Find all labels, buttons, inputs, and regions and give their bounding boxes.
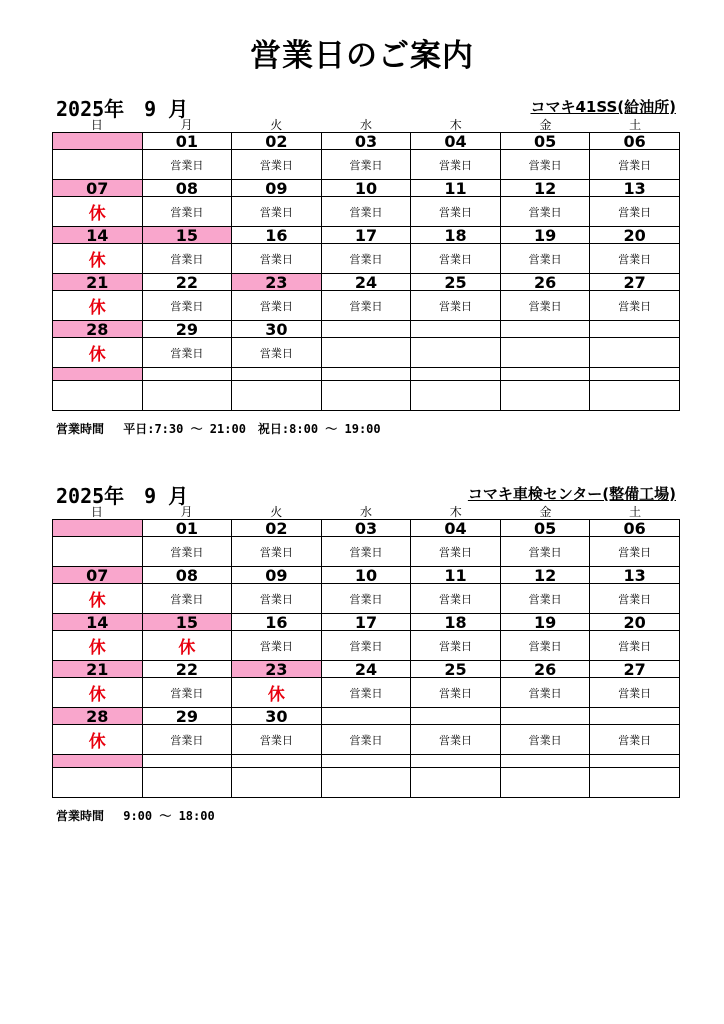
day-status: 営業日 bbox=[590, 631, 680, 661]
day-status: 営業日 bbox=[411, 244, 501, 274]
day-number: 09 bbox=[232, 180, 322, 197]
day-number: 06 bbox=[590, 133, 680, 150]
day-number: 29 bbox=[142, 321, 232, 338]
day-number: 25 bbox=[411, 274, 501, 291]
week-day-row bbox=[53, 567, 680, 584]
day-number bbox=[53, 755, 143, 768]
day-number: 17 bbox=[321, 614, 411, 631]
day-number: 19 bbox=[500, 227, 590, 244]
day-status: 営業日 bbox=[142, 291, 232, 321]
day-status bbox=[321, 768, 411, 798]
week-status-row bbox=[53, 338, 680, 368]
day-status bbox=[232, 381, 322, 411]
week-status-row bbox=[53, 678, 680, 708]
day-number: 03 bbox=[321, 520, 411, 537]
week-day-row bbox=[53, 661, 680, 678]
day-number: 22 bbox=[142, 661, 232, 678]
day-number: 21 bbox=[53, 274, 143, 291]
day-number: 10 bbox=[321, 180, 411, 197]
day-status bbox=[142, 768, 232, 798]
week-day-row bbox=[53, 133, 680, 150]
day-status: 営業日 bbox=[590, 150, 680, 180]
day-status: 営業日 bbox=[411, 725, 501, 755]
day-number: 26 bbox=[500, 661, 590, 678]
day-status: 営業日 bbox=[142, 537, 232, 567]
day-number: 02 bbox=[232, 520, 322, 537]
day-status: 営業日 bbox=[500, 150, 590, 180]
weekday-label: 金 bbox=[539, 118, 552, 132]
day-status bbox=[500, 381, 590, 411]
day-number: 10 bbox=[321, 567, 411, 584]
day-number bbox=[321, 708, 411, 725]
day-number: 20 bbox=[590, 614, 680, 631]
year-month: 2025年 9 月 bbox=[56, 97, 189, 121]
day-number: 24 bbox=[321, 274, 411, 291]
day-status: 営業日 bbox=[232, 150, 322, 180]
week-status-row bbox=[53, 584, 680, 614]
day-number: 19 bbox=[500, 614, 590, 631]
week-day-row bbox=[53, 180, 680, 197]
day-number bbox=[321, 755, 411, 768]
day-number bbox=[590, 321, 680, 338]
day-status: 営業日 bbox=[321, 631, 411, 661]
weekday-label: 木 bbox=[449, 505, 462, 519]
closed-status: 休 bbox=[53, 678, 143, 708]
day-number: 11 bbox=[411, 180, 501, 197]
day-status: 営業日 bbox=[232, 338, 322, 368]
day-number bbox=[500, 321, 590, 338]
day-number: 23 bbox=[232, 661, 322, 678]
day-status: 営業日 bbox=[232, 584, 322, 614]
day-status: 営業日 bbox=[411, 291, 501, 321]
business-hours: 営業時間 9:00 ～ 18:00 bbox=[56, 809, 215, 823]
week-day-row bbox=[53, 755, 680, 768]
week-day-row bbox=[53, 227, 680, 244]
day-number: 14 bbox=[53, 227, 143, 244]
day-number bbox=[321, 321, 411, 338]
day-status: 営業日 bbox=[142, 678, 232, 708]
day-number: 27 bbox=[590, 274, 680, 291]
day-status bbox=[500, 338, 590, 368]
week-day-row bbox=[53, 708, 680, 725]
day-status: 営業日 bbox=[321, 725, 411, 755]
closed-status: 休 bbox=[53, 338, 143, 368]
weekday-label: 火 bbox=[270, 118, 283, 132]
day-number: 30 bbox=[232, 321, 322, 338]
day-number: 02 bbox=[232, 133, 322, 150]
calendar-grid bbox=[52, 132, 680, 411]
day-number: 07 bbox=[53, 180, 143, 197]
week-status-row bbox=[53, 537, 680, 567]
week-status-row bbox=[53, 197, 680, 227]
day-number: 13 bbox=[590, 180, 680, 197]
weekday-label: 木 bbox=[449, 118, 462, 132]
day-status: 営業日 bbox=[232, 725, 322, 755]
day-number: 25 bbox=[411, 661, 501, 678]
day-status: 営業日 bbox=[142, 197, 232, 227]
day-status: 営業日 bbox=[232, 291, 322, 321]
calendar-header bbox=[52, 93, 680, 119]
day-status: 営業日 bbox=[321, 537, 411, 567]
day-status: 営業日 bbox=[321, 678, 411, 708]
day-status: 営業日 bbox=[590, 291, 680, 321]
day-status: 営業日 bbox=[500, 631, 590, 661]
week-day-row bbox=[53, 520, 680, 537]
day-status bbox=[321, 381, 411, 411]
day-status bbox=[53, 381, 143, 411]
day-number bbox=[142, 755, 232, 768]
day-number: 17 bbox=[321, 227, 411, 244]
day-status: 営業日 bbox=[590, 725, 680, 755]
day-number bbox=[590, 368, 680, 381]
day-number bbox=[500, 368, 590, 381]
day-status: 営業日 bbox=[232, 537, 322, 567]
day-number: 12 bbox=[500, 567, 590, 584]
week-day-row bbox=[53, 321, 680, 338]
day-number: 04 bbox=[411, 133, 501, 150]
day-status: 営業日 bbox=[321, 150, 411, 180]
day-number: 03 bbox=[321, 133, 411, 150]
day-number: 16 bbox=[232, 227, 322, 244]
business-hours: 営業時間 平日:7:30 ～ 21:00 祝日:8:00 ～ 19:00 bbox=[56, 422, 381, 436]
calendar-gas-station bbox=[52, 93, 680, 411]
day-number: 04 bbox=[411, 520, 501, 537]
day-status: 営業日 bbox=[411, 678, 501, 708]
day-status: 営業日 bbox=[500, 678, 590, 708]
day-status bbox=[321, 338, 411, 368]
day-number bbox=[321, 368, 411, 381]
day-status: 営業日 bbox=[500, 291, 590, 321]
day-number: 29 bbox=[142, 708, 232, 725]
day-number: 06 bbox=[590, 520, 680, 537]
closed-status: 休 bbox=[53, 197, 143, 227]
week-status-row bbox=[53, 150, 680, 180]
year-month: 2025年 9 月 bbox=[56, 484, 189, 508]
day-status bbox=[411, 768, 501, 798]
day-number: 01 bbox=[142, 133, 232, 150]
weekday-label: 火 bbox=[270, 505, 283, 519]
day-status: 営業日 bbox=[590, 584, 680, 614]
day-number: 05 bbox=[500, 133, 590, 150]
day-status: 営業日 bbox=[232, 244, 322, 274]
day-number bbox=[411, 708, 501, 725]
day-number bbox=[142, 368, 232, 381]
day-status bbox=[411, 338, 501, 368]
closed-status: 休 bbox=[53, 291, 143, 321]
week-day-row bbox=[53, 614, 680, 631]
day-number: 30 bbox=[232, 708, 322, 725]
closed-status: 休 bbox=[232, 678, 322, 708]
store-name: コマキ41SS(給油所) bbox=[530, 98, 676, 116]
page-title: 営業日のご案内 bbox=[250, 38, 474, 74]
day-status bbox=[590, 768, 680, 798]
day-status: 営業日 bbox=[500, 197, 590, 227]
day-number: 18 bbox=[411, 227, 501, 244]
calendar-header bbox=[52, 480, 680, 506]
day-number bbox=[232, 368, 322, 381]
closed-status: 休 bbox=[53, 244, 143, 274]
day-number bbox=[411, 755, 501, 768]
closed-status: 休 bbox=[53, 725, 143, 755]
closed-status: 休 bbox=[142, 631, 232, 661]
weekday-label: 水 bbox=[360, 118, 373, 132]
closed-status: 休 bbox=[53, 631, 143, 661]
day-status: 営業日 bbox=[232, 631, 322, 661]
day-status: 営業日 bbox=[590, 197, 680, 227]
day-status: 営業日 bbox=[590, 678, 680, 708]
day-number: 20 bbox=[590, 227, 680, 244]
day-number: 12 bbox=[500, 180, 590, 197]
day-status bbox=[590, 381, 680, 411]
day-status bbox=[53, 537, 143, 567]
week-status-row bbox=[53, 244, 680, 274]
day-status: 営業日 bbox=[142, 725, 232, 755]
day-number: 15 bbox=[142, 227, 232, 244]
day-number: 15 bbox=[142, 614, 232, 631]
day-status: 営業日 bbox=[411, 631, 501, 661]
day-number: 26 bbox=[500, 274, 590, 291]
day-number: 09 bbox=[232, 567, 322, 584]
day-status: 営業日 bbox=[500, 244, 590, 274]
day-status: 営業日 bbox=[321, 291, 411, 321]
day-status: 営業日 bbox=[411, 150, 501, 180]
weekday-label: 月 bbox=[180, 505, 193, 519]
day-number: 18 bbox=[411, 614, 501, 631]
day-number: 24 bbox=[321, 661, 411, 678]
weekday-label: 土 bbox=[629, 505, 642, 519]
day-number: 08 bbox=[142, 567, 232, 584]
weekday-label: 日 bbox=[90, 118, 103, 132]
day-status: 営業日 bbox=[232, 197, 322, 227]
day-number bbox=[411, 321, 501, 338]
day-number: 16 bbox=[232, 614, 322, 631]
weekday-label: 水 bbox=[360, 505, 373, 519]
weekday-label: 日 bbox=[90, 505, 103, 519]
day-status: 営業日 bbox=[142, 150, 232, 180]
day-status: 営業日 bbox=[321, 244, 411, 274]
store-name: コマキ車検センター(整備工場) bbox=[467, 485, 676, 503]
calendar-inspection-center bbox=[52, 480, 680, 798]
day-number: 05 bbox=[500, 520, 590, 537]
day-status: 営業日 bbox=[500, 537, 590, 567]
day-number: 28 bbox=[53, 321, 143, 338]
weekday-label: 金 bbox=[539, 505, 552, 519]
day-status bbox=[500, 768, 590, 798]
day-number bbox=[500, 755, 590, 768]
day-status bbox=[53, 768, 143, 798]
day-status: 営業日 bbox=[411, 197, 501, 227]
day-number bbox=[53, 133, 143, 150]
day-number: 21 bbox=[53, 661, 143, 678]
closed-status: 休 bbox=[53, 584, 143, 614]
day-status: 営業日 bbox=[500, 725, 590, 755]
day-number bbox=[232, 755, 322, 768]
day-number bbox=[590, 755, 680, 768]
day-status: 営業日 bbox=[142, 584, 232, 614]
day-status: 営業日 bbox=[142, 338, 232, 368]
day-number: 01 bbox=[142, 520, 232, 537]
day-number: 08 bbox=[142, 180, 232, 197]
day-number: 27 bbox=[590, 661, 680, 678]
day-number bbox=[53, 368, 143, 381]
week-status-row bbox=[53, 768, 680, 798]
weekday-label: 土 bbox=[629, 118, 642, 132]
day-number: 22 bbox=[142, 274, 232, 291]
day-status bbox=[411, 381, 501, 411]
week-day-row bbox=[53, 274, 680, 291]
day-status bbox=[232, 768, 322, 798]
day-number bbox=[53, 520, 143, 537]
day-number: 07 bbox=[53, 567, 143, 584]
day-status: 営業日 bbox=[321, 197, 411, 227]
day-status bbox=[142, 381, 232, 411]
weekday-label: 月 bbox=[180, 118, 193, 132]
day-status: 営業日 bbox=[500, 584, 590, 614]
day-number: 23 bbox=[232, 274, 322, 291]
day-status: 営業日 bbox=[590, 537, 680, 567]
day-number: 11 bbox=[411, 567, 501, 584]
day-number: 13 bbox=[590, 567, 680, 584]
calendar-grid bbox=[52, 519, 680, 798]
day-number bbox=[500, 708, 590, 725]
day-status bbox=[53, 150, 143, 180]
day-number: 14 bbox=[53, 614, 143, 631]
day-number: 28 bbox=[53, 708, 143, 725]
week-day-row bbox=[53, 368, 680, 381]
week-status-row bbox=[53, 291, 680, 321]
week-status-row bbox=[53, 631, 680, 661]
day-status: 営業日 bbox=[142, 244, 232, 274]
day-status bbox=[590, 338, 680, 368]
day-status: 営業日 bbox=[411, 584, 501, 614]
day-status: 営業日 bbox=[590, 244, 680, 274]
day-status: 営業日 bbox=[321, 584, 411, 614]
day-status: 営業日 bbox=[411, 537, 501, 567]
day-number bbox=[411, 368, 501, 381]
week-status-row bbox=[53, 725, 680, 755]
day-number bbox=[590, 708, 680, 725]
week-status-row bbox=[53, 381, 680, 411]
